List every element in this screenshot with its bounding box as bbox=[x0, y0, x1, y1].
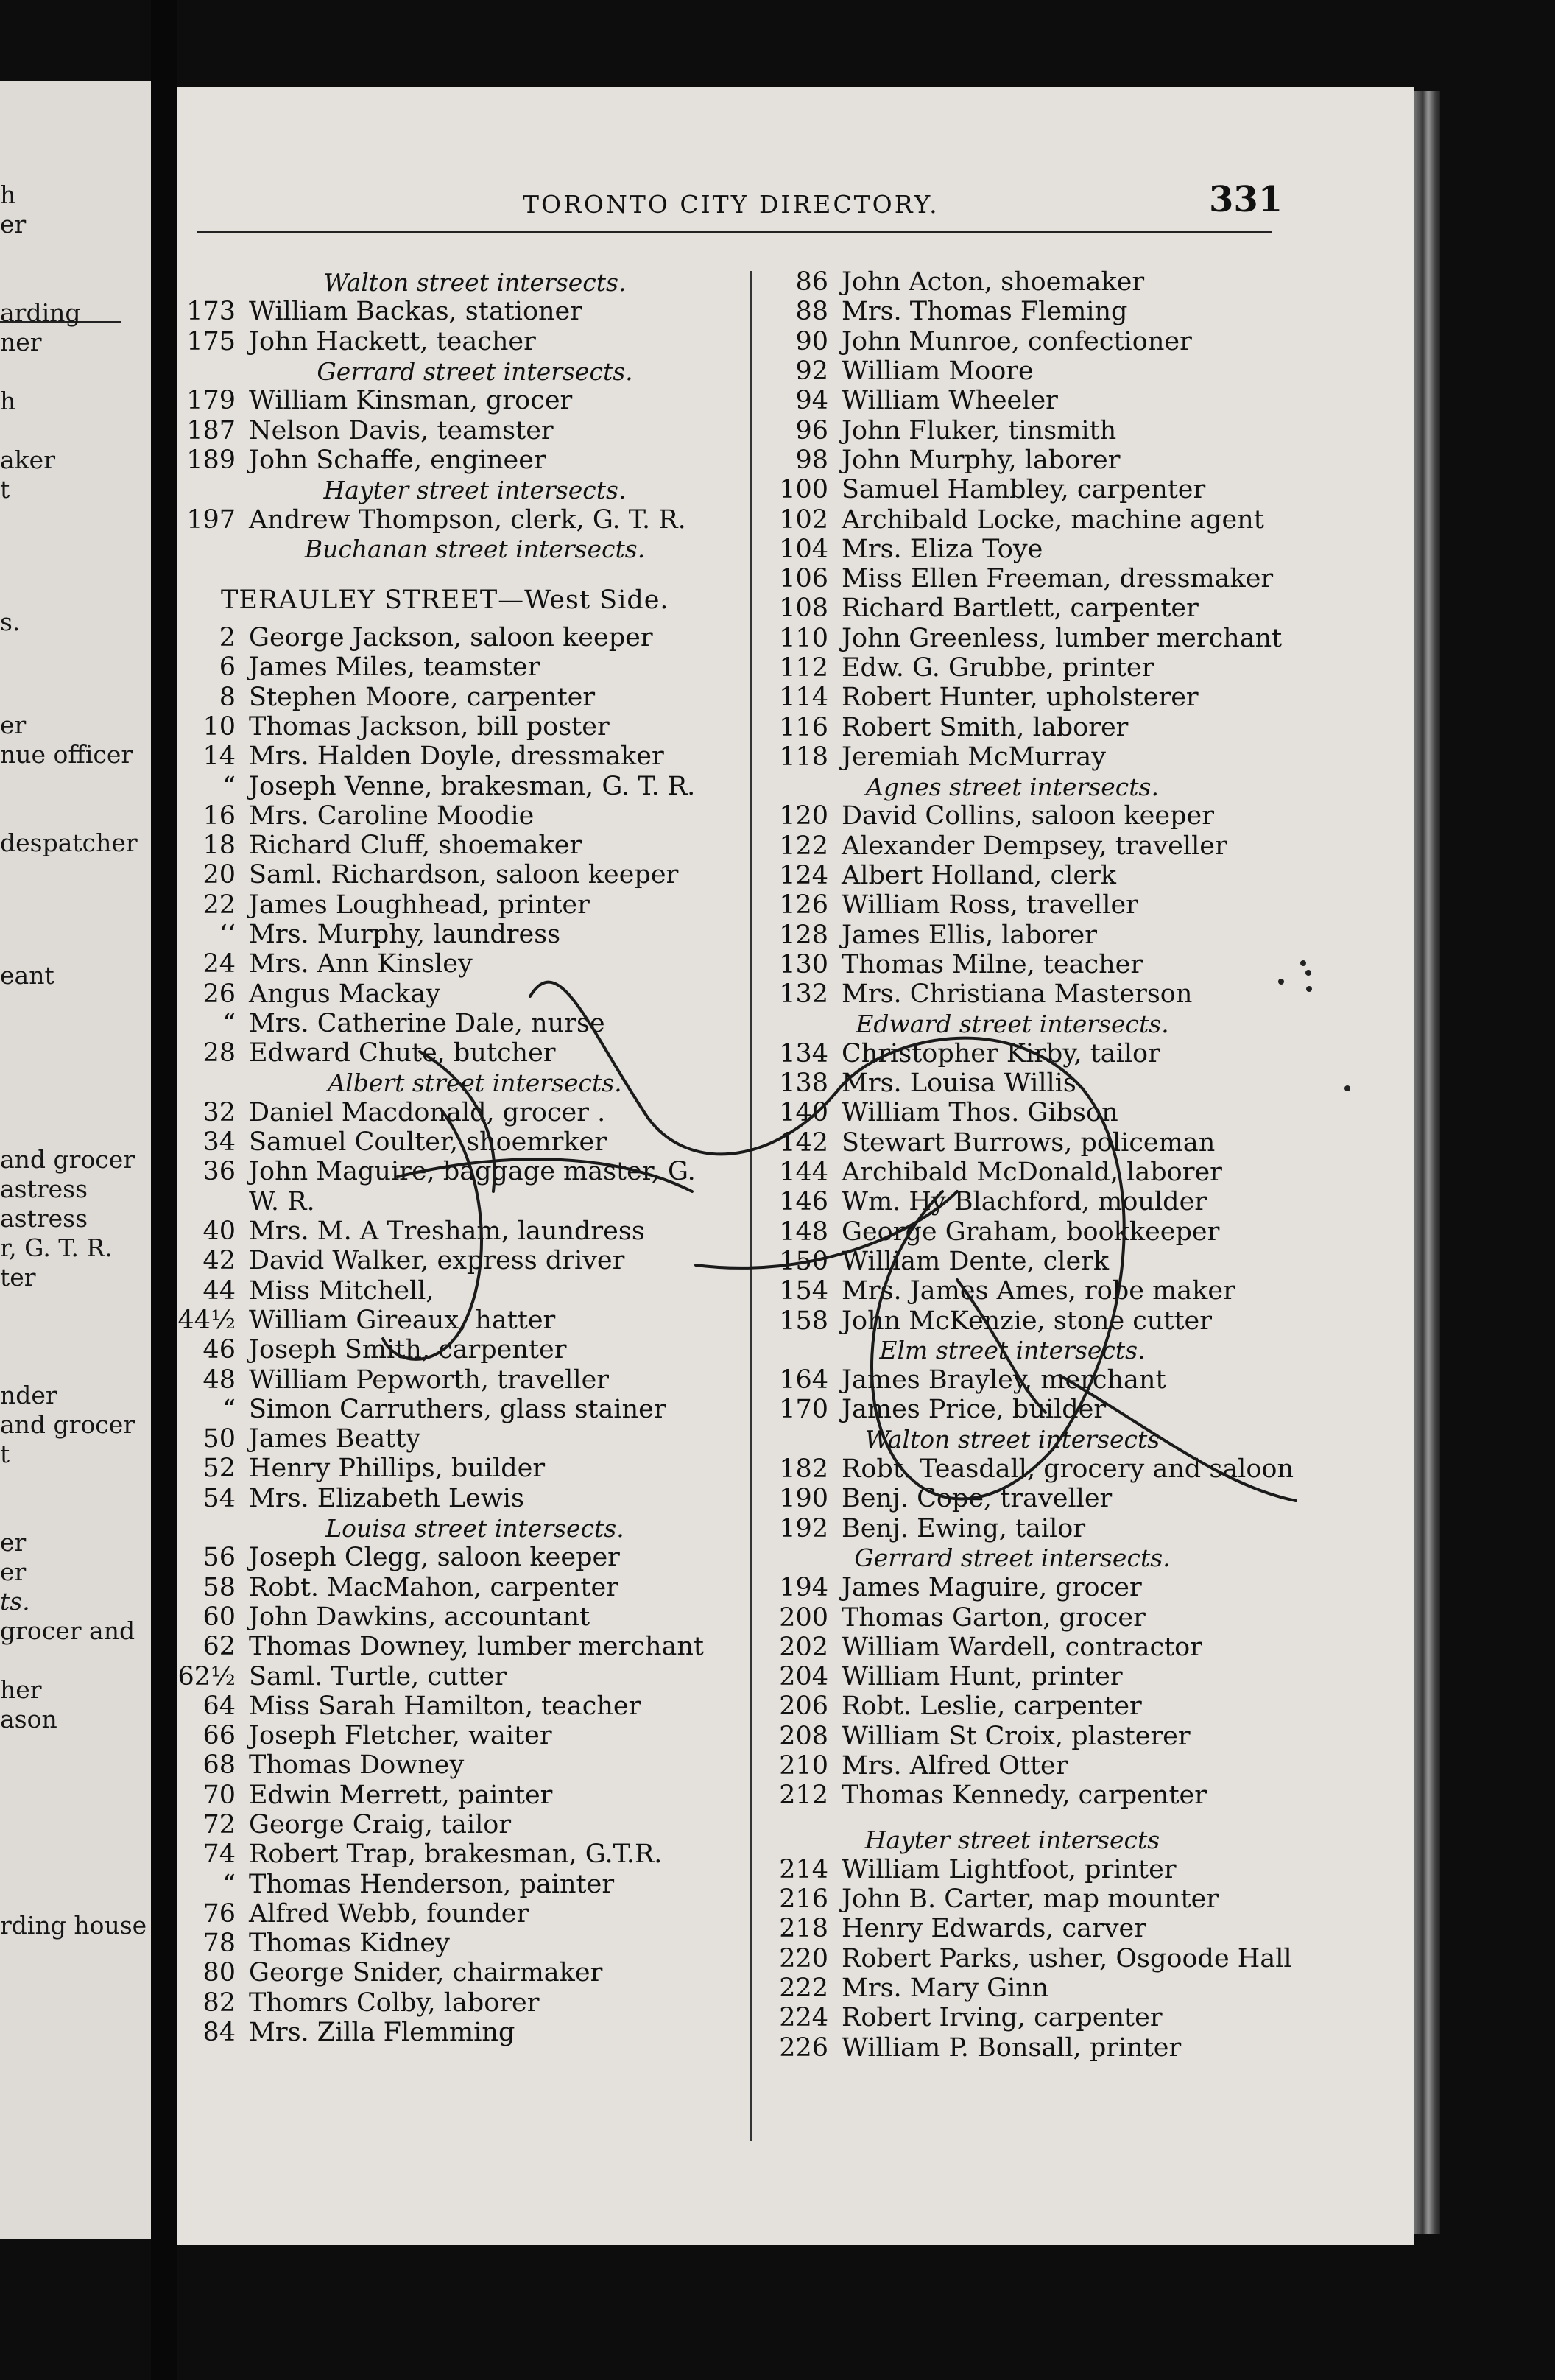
resident-name: Stewart Burrows, policeman bbox=[842, 1127, 1216, 1158]
house-number: 218 bbox=[779, 1914, 828, 1944]
facing-page-line: arding bbox=[0, 298, 81, 327]
house-number: 32 bbox=[202, 1097, 236, 1127]
resident-name: Mrs. Mary Ginn bbox=[842, 1974, 1049, 2004]
house-number: 208 bbox=[779, 1721, 828, 1751]
resident-name: John Acton, shoemaker bbox=[842, 267, 1145, 298]
house-number: 202 bbox=[779, 1632, 828, 1662]
resident-name: Richard Bartlett, carpenter bbox=[842, 594, 1199, 624]
facing-page-line: er bbox=[0, 1528, 27, 1557]
resident-name: Mrs. Catherine Dale, nurse bbox=[249, 1008, 605, 1038]
house-number: 224 bbox=[779, 2003, 828, 2033]
resident-name: John Schaffe, engineer bbox=[249, 445, 546, 475]
resident-name: Simon Carruthers, glass stainer bbox=[249, 1394, 666, 1424]
resident-name: Christopher Kirby, tailor bbox=[842, 1038, 1160, 1068]
resident-name: Saml. Richardson, saloon keeper bbox=[249, 860, 679, 890]
resident-name: Robt. MacMahon, carpenter bbox=[249, 1572, 618, 1602]
facing-page-line: s. bbox=[0, 608, 21, 636]
house-number: 158 bbox=[779, 1306, 828, 1336]
facing-page-line: ason bbox=[0, 1705, 57, 1733]
house-number: 110 bbox=[779, 623, 828, 653]
resident-name: William Wardell, contractor bbox=[842, 1632, 1202, 1662]
resident-name: Robert Smith, laborer bbox=[842, 712, 1129, 742]
house-number: 42 bbox=[202, 1246, 236, 1276]
house-number: 120 bbox=[779, 801, 828, 831]
house-number: 98 bbox=[795, 445, 828, 475]
house-number: 118 bbox=[779, 742, 828, 772]
resident-name: Robt. Teasdall, grocery and saloon bbox=[842, 1454, 1294, 1485]
house-number: 216 bbox=[779, 1884, 828, 1915]
house-number: “ bbox=[222, 1394, 236, 1424]
house-number: “ bbox=[222, 771, 236, 801]
house-number: 164 bbox=[779, 1365, 828, 1395]
resident-name: Joseph Smith, carpenter bbox=[249, 1335, 567, 1365]
resident-name: Mrs. Christiana Masterson bbox=[842, 979, 1193, 1010]
house-number: 179 bbox=[186, 386, 236, 416]
house-number: 50 bbox=[202, 1424, 236, 1454]
resident-name: William Wheeler bbox=[842, 386, 1058, 416]
house-number: 90 bbox=[795, 326, 828, 356]
street-intersection: Walton street intersects. bbox=[323, 267, 627, 297]
resident-name: Benj. Cope, traveller bbox=[842, 1484, 1113, 1514]
house-number: 214 bbox=[779, 1854, 828, 1884]
street-intersection: Buchanan street intersects. bbox=[304, 535, 646, 564]
house-number: 142 bbox=[779, 1127, 828, 1158]
facing-page-line: despatcher bbox=[0, 828, 138, 857]
facing-page-line: ter bbox=[0, 1263, 36, 1292]
resident-name: John B. Carter, map mounter bbox=[842, 1884, 1219, 1915]
resident-name: Andrew Thompson, clerk, G. T. R. bbox=[249, 504, 686, 535]
resident-name: Mrs. Halden Doyle, dressmaker bbox=[249, 742, 664, 772]
facing-page-line: astress bbox=[0, 1204, 88, 1233]
resident-name: James Beatty bbox=[249, 1424, 421, 1454]
house-number: 6 bbox=[219, 652, 236, 683]
house-number: 100 bbox=[779, 475, 828, 505]
street-intersection: Gerrard street intersects. bbox=[854, 1543, 1171, 1573]
resident-name: Robert Trap, brakesman, G.T.R. bbox=[249, 1839, 663, 1870]
house-number: 128 bbox=[779, 920, 828, 950]
resident-name: Joseph Fletcher, waiter bbox=[249, 1721, 552, 1751]
resident-name: Thomas Kennedy, carpenter bbox=[842, 1781, 1207, 1811]
resident-name: James Loughhead, printer bbox=[249, 890, 590, 920]
house-number: 28 bbox=[202, 1038, 236, 1068]
house-number: 96 bbox=[795, 415, 828, 446]
house-number: 106 bbox=[779, 564, 828, 594]
resident-name: Jeremiah McMurray bbox=[842, 742, 1107, 772]
house-number: 64 bbox=[202, 1691, 236, 1721]
page-specks bbox=[177, 87, 1414, 2245]
facing-page-line: er bbox=[0, 711, 27, 739]
resident-name: Angus Mackay bbox=[249, 979, 441, 1009]
house-number: 112 bbox=[779, 653, 828, 683]
resident-name: Robert Irving, carpenter bbox=[842, 2003, 1163, 2033]
house-number: 68 bbox=[202, 1750, 236, 1781]
house-number: 56 bbox=[202, 1543, 236, 1573]
resident-name: Robert Hunter, upholsterer bbox=[842, 683, 1199, 713]
house-number: 187 bbox=[186, 415, 236, 446]
resident-name: John Maguire, baggage master, G. bbox=[249, 1157, 696, 1187]
resident-name: James Maguire, grocer bbox=[842, 1573, 1142, 1603]
entry-continuation: W. R. bbox=[249, 1186, 315, 1217]
resident-name: William Dente, clerk bbox=[842, 1246, 1110, 1276]
house-number: 126 bbox=[779, 890, 828, 920]
house-number: 108 bbox=[779, 594, 828, 624]
house-number: 226 bbox=[779, 2032, 828, 2063]
resident-name: George Snider, chairmaker bbox=[249, 1958, 603, 1988]
house-number: 134 bbox=[779, 1038, 828, 1068]
resident-name: Samuel Coulter, shoemrker bbox=[249, 1127, 607, 1158]
street-intersection: Elm street intersects. bbox=[879, 1336, 1146, 1365]
house-number: 116 bbox=[779, 712, 828, 742]
house-number: 146 bbox=[779, 1187, 828, 1217]
house-number: 210 bbox=[779, 1750, 828, 1781]
resident-name: Archibald McDonald, laborer bbox=[842, 1158, 1222, 1188]
resident-name: Robt. Leslie, carpenter bbox=[842, 1691, 1142, 1722]
house-number: 104 bbox=[779, 534, 828, 564]
resident-name: Nelson Davis, teamster bbox=[249, 415, 554, 446]
house-number: 204 bbox=[779, 1662, 828, 1692]
facing-page-line: t bbox=[0, 475, 10, 504]
house-number: 150 bbox=[779, 1246, 828, 1276]
resident-name: Henry Edwards, carver bbox=[842, 1914, 1146, 1944]
house-number: 82 bbox=[202, 1988, 236, 2018]
facing-page-line: her bbox=[0, 1675, 42, 1704]
resident-name: William Kinsman, grocer bbox=[249, 386, 573, 416]
resident-name: William Backas, stationer bbox=[249, 297, 583, 327]
house-number: 148 bbox=[779, 1217, 828, 1247]
book-gutter bbox=[151, 0, 177, 2380]
street-heading: TERAULEY STREET—West Side. bbox=[221, 585, 669, 615]
house-number: 36 bbox=[202, 1157, 236, 1187]
house-number: 66 bbox=[202, 1721, 236, 1751]
house-number: “ bbox=[222, 1869, 236, 1899]
facing-page-line: astress bbox=[0, 1175, 88, 1203]
resident-name: John Hackett, teacher bbox=[249, 326, 536, 356]
house-number: 86 bbox=[795, 267, 828, 298]
resident-name: William Gireaux, hatter bbox=[249, 1305, 556, 1335]
house-number: 84 bbox=[202, 2018, 236, 2048]
house-number: 34 bbox=[202, 1127, 236, 1158]
street-intersection: Gerrard street intersects. bbox=[317, 356, 633, 386]
resident-name: Mrs. Caroline Moodie bbox=[249, 800, 535, 831]
resident-name: Edw. G. Grubbe, printer bbox=[842, 653, 1154, 683]
resident-name: James Ellis, laborer bbox=[842, 920, 1097, 950]
resident-name: Stephen Moore, carpenter bbox=[249, 682, 596, 712]
resident-name: Mrs. James Ames, robe maker bbox=[842, 1276, 1235, 1306]
resident-name: Archibald Locke, machine agent bbox=[842, 504, 1264, 535]
resident-name: Thomas Downey bbox=[249, 1750, 465, 1781]
resident-name: George Craig, tailor bbox=[249, 1809, 512, 1839]
resident-name: John Murphy, laborer bbox=[842, 445, 1121, 475]
street-intersection: Louisa street intersects. bbox=[325, 1513, 624, 1543]
resident-name: Edward Chute, butcher bbox=[249, 1038, 556, 1068]
house-number: 92 bbox=[795, 356, 828, 387]
resident-name: Samuel Hambley, carpenter bbox=[842, 475, 1206, 505]
house-number: 192 bbox=[779, 1513, 828, 1543]
house-number: 194 bbox=[779, 1573, 828, 1603]
house-number: 220 bbox=[779, 1943, 828, 1974]
resident-name: Joseph Venne, brakesman, G. T. R. bbox=[249, 771, 696, 801]
house-number: 8 bbox=[219, 682, 236, 712]
facing-page-line: aker bbox=[0, 446, 55, 474]
facing-page-line: eant bbox=[0, 961, 54, 990]
resident-name: William Lightfoot, printer bbox=[842, 1854, 1177, 1884]
resident-name: William Thos. Gibson bbox=[842, 1098, 1118, 1128]
house-number: 114 bbox=[779, 683, 828, 713]
resident-name: William Hunt, printer bbox=[842, 1662, 1123, 1692]
house-number: 46 bbox=[202, 1335, 236, 1365]
facing-page-line: grocer and bbox=[0, 1616, 135, 1645]
resident-name: John Dawkins, accountant bbox=[249, 1602, 590, 1632]
resident-name: Mrs. Elizabeth Lewis bbox=[249, 1483, 524, 1513]
facing-page-line: er bbox=[0, 1557, 27, 1586]
house-number: 44 bbox=[202, 1275, 236, 1306]
house-number: 170 bbox=[779, 1395, 828, 1425]
facing-page-line: t bbox=[0, 1440, 10, 1468]
resident-name: Miss Mitchell, bbox=[249, 1275, 434, 1306]
house-number: 62½ bbox=[177, 1661, 236, 1691]
house-number: 52 bbox=[202, 1454, 236, 1484]
house-number: 18 bbox=[202, 831, 236, 861]
resident-name: John McKenzie, stone cutter bbox=[842, 1306, 1213, 1336]
page-edge bbox=[1414, 91, 1440, 2234]
facing-page-line: er bbox=[0, 210, 27, 239]
resident-name: Mrs. Alfred Otter bbox=[842, 1750, 1068, 1781]
resident-name: Thomas Jackson, bill poster bbox=[249, 712, 610, 742]
resident-name: Mrs. Eliza Toye bbox=[842, 534, 1043, 564]
resident-name: William Pepworth, traveller bbox=[249, 1365, 610, 1395]
house-number: 2 bbox=[219, 623, 236, 653]
resident-name: George Graham, bookkeeper bbox=[842, 1217, 1220, 1247]
resident-name: Saml. Turtle, cutter bbox=[249, 1661, 507, 1691]
house-number: 58 bbox=[202, 1572, 236, 1602]
resident-name: Alfred Webb, founder bbox=[249, 1898, 529, 1929]
resident-name: Wm. Hy Blachford, moulder bbox=[842, 1187, 1207, 1217]
resident-name: Mrs. Louisa Willis bbox=[842, 1068, 1076, 1099]
resident-name: John Fluker, tinsmith bbox=[842, 415, 1117, 446]
house-number: 60 bbox=[202, 1602, 236, 1632]
house-number: 16 bbox=[202, 800, 236, 831]
house-number: 190 bbox=[779, 1484, 828, 1514]
house-number: 102 bbox=[779, 504, 828, 535]
house-number: 94 bbox=[795, 386, 828, 416]
house-number: 200 bbox=[779, 1602, 828, 1633]
resident-name: Daniel Macdonald, grocer . bbox=[249, 1097, 606, 1127]
resident-name: Mrs. M. A Tresham, laundress bbox=[249, 1217, 645, 1247]
directory-page bbox=[177, 87, 1414, 2245]
house-number: 130 bbox=[779, 949, 828, 979]
house-number: 140 bbox=[779, 1098, 828, 1128]
facing-page-line: rding house bbox=[0, 1911, 147, 1940]
resident-name: Robert Parks, usher, Osgoode Hall bbox=[842, 1943, 1292, 1974]
house-number: 189 bbox=[186, 445, 236, 475]
house-number: 154 bbox=[779, 1276, 828, 1306]
house-number: 182 bbox=[779, 1454, 828, 1485]
resident-name: Mrs. Thomas Fleming bbox=[842, 297, 1128, 327]
house-number: 24 bbox=[202, 949, 236, 979]
resident-name: Benj. Ewing, tailor bbox=[842, 1513, 1086, 1543]
resident-name: John Greenless, lumber merchant bbox=[842, 623, 1283, 653]
house-number: “ bbox=[222, 1008, 236, 1038]
facing-page-line: nder bbox=[0, 1381, 57, 1409]
facing-page-line: and grocer bbox=[0, 1410, 135, 1439]
house-number: 74 bbox=[202, 1839, 236, 1870]
house-number: 54 bbox=[202, 1483, 236, 1513]
resident-name: Mrs. Murphy, laundress bbox=[249, 920, 561, 950]
facing-page-line: h bbox=[0, 180, 16, 209]
facing-page-line: nue officer bbox=[0, 740, 133, 769]
facing-page-line: h bbox=[0, 387, 16, 415]
resident-name: Thomas Henderson, painter bbox=[249, 1869, 615, 1899]
house-number: 72 bbox=[202, 1809, 236, 1839]
resident-name: Thomrs Colby, laborer bbox=[249, 1988, 540, 2018]
resident-name: Alexander Dempsey, traveller bbox=[842, 831, 1227, 861]
street-intersection: Walton street intersects bbox=[864, 1425, 1160, 1454]
house-number: 62 bbox=[202, 1632, 236, 1662]
house-number: 26 bbox=[202, 979, 236, 1009]
street-intersection: Albert street intersects. bbox=[328, 1068, 622, 1098]
house-number: 222 bbox=[779, 1974, 828, 2004]
house-number: ‘‘ bbox=[219, 920, 236, 950]
page-title: TORONTO CITY DIRECTORY. bbox=[523, 190, 939, 219]
resident-name: George Jackson, saloon keeper bbox=[249, 623, 653, 653]
resident-name: William St Croix, plasterer bbox=[842, 1721, 1191, 1751]
house-number: 48 bbox=[202, 1365, 236, 1395]
house-number: 20 bbox=[202, 860, 236, 890]
resident-name: Miss Sarah Hamilton, teacher bbox=[249, 1691, 641, 1721]
resident-name: Joseph Clegg, saloon keeper bbox=[249, 1543, 620, 1573]
resident-name: Henry Phillips, builder bbox=[249, 1454, 546, 1484]
page-number: 331 bbox=[1209, 179, 1283, 220]
house-number: 80 bbox=[202, 1958, 236, 1988]
resident-name: Edwin Merrett, painter bbox=[249, 1780, 553, 1810]
resident-name: William Ross, traveller bbox=[842, 890, 1138, 920]
resident-name: Miss Ellen Freeman, dressmaker bbox=[842, 564, 1274, 594]
house-number: 197 bbox=[186, 504, 236, 535]
house-number: 10 bbox=[202, 712, 236, 742]
resident-name: Thomas Downey, lumber merchant bbox=[249, 1632, 704, 1662]
resident-name: Richard Cluff, shoemaker bbox=[249, 831, 582, 861]
house-number: 22 bbox=[202, 890, 236, 920]
resident-name: John Munroe, confectioner bbox=[842, 326, 1192, 356]
house-number: 14 bbox=[202, 742, 236, 772]
resident-name: David Collins, saloon keeper bbox=[842, 801, 1214, 831]
resident-name: James Brayley, merchant bbox=[842, 1365, 1166, 1395]
house-number: 70 bbox=[202, 1780, 236, 1810]
resident-name: Thomas Milne, teacher bbox=[842, 949, 1143, 979]
resident-name: Albert Holland, clerk bbox=[842, 861, 1117, 891]
house-number: 122 bbox=[779, 831, 828, 861]
facing-page-fragment bbox=[0, 81, 151, 2239]
street-intersection: Hayter street intersects bbox=[864, 1826, 1160, 1855]
house-number: 88 bbox=[795, 297, 828, 327]
house-number: 78 bbox=[202, 1929, 236, 1959]
house-number: 40 bbox=[202, 1217, 236, 1247]
facing-page-line: r, G. T. R. bbox=[0, 1233, 113, 1262]
house-number: 175 bbox=[186, 326, 236, 356]
resident-name: William P. Bonsall, printer bbox=[842, 2032, 1182, 2063]
facing-page-line: ner bbox=[0, 328, 42, 356]
facing-page-line: ts. bbox=[0, 1587, 30, 1616]
street-intersection: Hayter street intersects. bbox=[323, 475, 627, 504]
house-number: 173 bbox=[186, 297, 236, 327]
house-number: 124 bbox=[779, 861, 828, 891]
resident-name: James Miles, teamster bbox=[249, 652, 540, 683]
street-intersection: Agnes street intersects. bbox=[866, 772, 1159, 801]
house-number: 212 bbox=[779, 1781, 828, 1811]
house-number: 44½ bbox=[177, 1305, 236, 1335]
resident-name: Mrs. Zilla Flemming bbox=[249, 2018, 515, 2048]
house-number: 132 bbox=[779, 979, 828, 1010]
house-number: 138 bbox=[779, 1068, 828, 1099]
house-number: 76 bbox=[202, 1898, 236, 1929]
resident-name: Thomas Kidney bbox=[249, 1929, 450, 1959]
facing-page-line: and grocer bbox=[0, 1145, 135, 1174]
house-number: 206 bbox=[779, 1691, 828, 1722]
resident-name: Mrs. Ann Kinsley bbox=[249, 949, 473, 979]
resident-name: James Price, builder bbox=[842, 1395, 1107, 1425]
house-number: 144 bbox=[779, 1158, 828, 1188]
resident-name: David Walker, express driver bbox=[249, 1246, 625, 1276]
street-intersection: Edward street intersects. bbox=[856, 1010, 1169, 1039]
resident-name: Thomas Garton, grocer bbox=[842, 1602, 1146, 1633]
resident-name: William Moore bbox=[842, 356, 1034, 387]
